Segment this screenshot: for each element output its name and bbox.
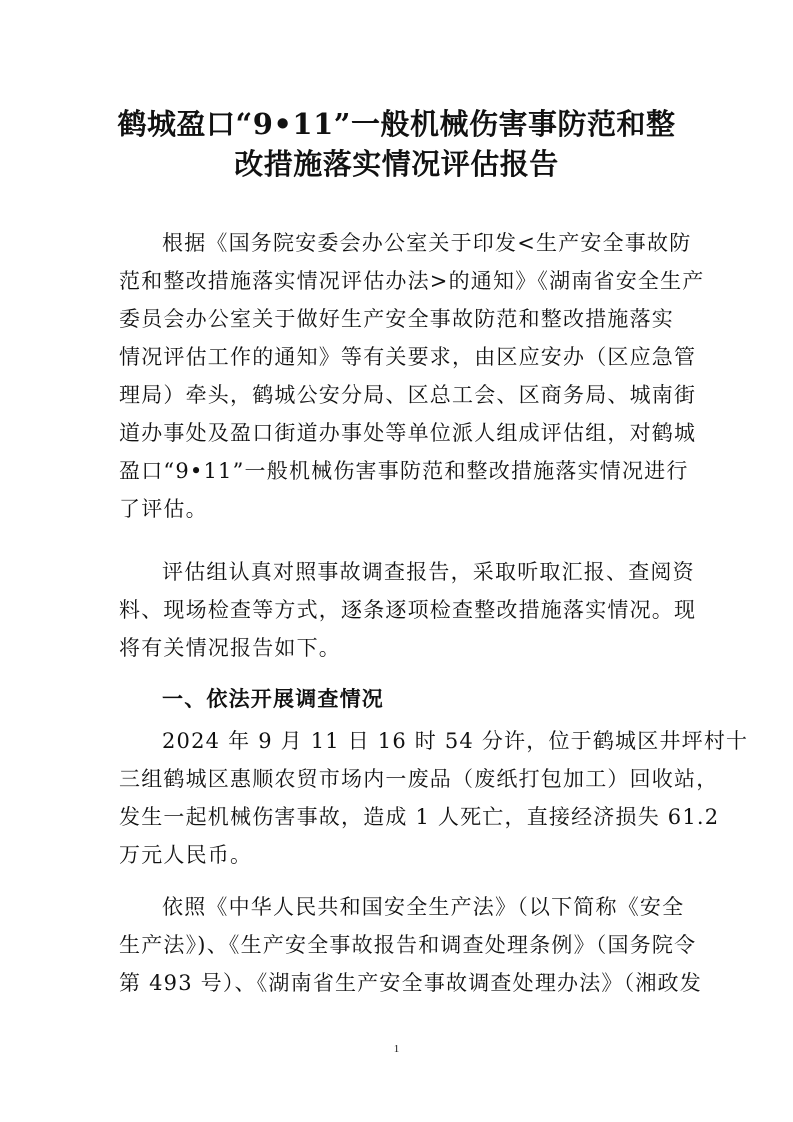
- paragraph-1-line-5: 理局）牵头，鹤城公安分局、区总工会、区商务局、城南街: [119, 383, 697, 407]
- paragraph-1-line-4: 情况评估工作的通知》等有关要求，由区应安办（区应急管: [119, 345, 697, 369]
- paragraph-3-line-3: 发生一起机械伤害事故，造成 1 人死亡，直接经济损失 61.2: [119, 805, 720, 829]
- paragraph-4-line-1: 依照《中华人民共和国安全生产法》（以下简称《安全: [162, 895, 685, 919]
- paragraph-1-line-3: 委员会办公室关于做好生产安全事故防范和整改措施落实: [119, 307, 674, 331]
- paragraph-2-line-2: 料、现场检查等方式，逐条逐项检查整改措施落实情况。现: [119, 598, 697, 622]
- page-number: 1: [393, 1043, 400, 1055]
- paragraph-1-line-8: 了评估。: [119, 497, 208, 521]
- paragraph-1-line-7: 盈口“9•11”一般机械伤害事防范和整改措施落实情况进行: [119, 459, 689, 483]
- paragraph-4-line-2: 生产法》)、《生产安全事故报告和调查处理条例》（国务院令: [119, 933, 697, 957]
- paragraph-1-line-2: 范和整改措施落实情况评估办法>的通知》《湖南省安全生产: [119, 269, 705, 293]
- section-heading: 一、依法开展调查情况: [162, 687, 384, 711]
- paragraph-3-line-1: 2024 年 9 月 11 日 16 时 54 分许，位于鹤城区井坪村十: [162, 729, 749, 753]
- paragraph-2-line-1: 评估组认真对照事故调查报告，采取听取汇报、查阅资: [162, 560, 695, 584]
- paragraph-1-line-6: 道办事处及盈口街道办事处等单位派人组成评估组，对鹤城: [119, 421, 697, 445]
- paragraph-3-line-2: 三组鹤城区惠顺农贸市场内一废品（废纸打包加工）回收站，: [119, 767, 719, 791]
- document-title-line-1: 鹤城盈口“9•11”一般机械伤害事防范和整: [117, 107, 676, 141]
- paragraph-4-line-3: 第 493 号）、《湖南省生产安全事故调查处理办法》（湘政发: [119, 971, 702, 995]
- paragraph-1-line-1: 根据《国务院安委会办公室关于印发<生产安全事故防: [162, 231, 692, 255]
- document-title-line-2: 改措施落实情况评估报告: [234, 147, 559, 181]
- paragraph-2-line-3: 将有关情况报告如下。: [119, 636, 341, 660]
- paragraph-3-line-4: 万元人民币。: [119, 843, 253, 867]
